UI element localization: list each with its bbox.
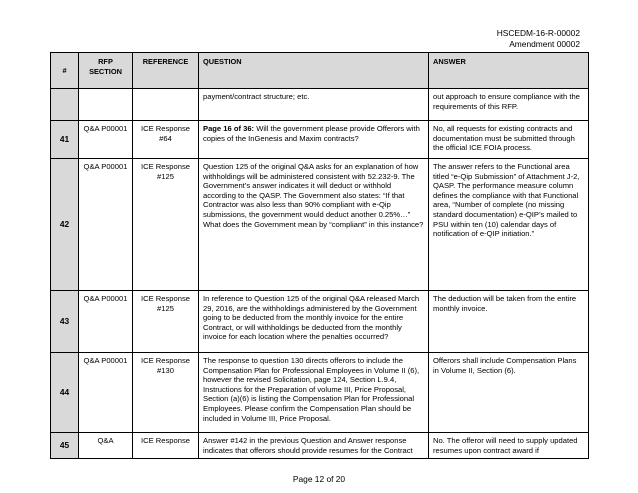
question-cell: The response to question 130 directs offerors to include the Compensation Plan for Professional Employees in Volume II (6), however the revised Solicitation, page 124, Section L.9.4, Instructions for the Preparation of volume III, Price Proposal, Section (a)(6) is listing the Compensation Plan for Professional Employees. Please confirm the Compensation Plan should be included in Volume III, Price Proposal. [199, 353, 429, 433]
answer-cell: No, all requests for existing contracts and documentation must be submitted through the official ICE FOIA process. [429, 121, 589, 159]
column-header-rfp-section: RFP SECTION [79, 53, 133, 89]
document-id: HSCEDM-16-R-00002 [496, 28, 580, 38]
row-number: 44 [51, 353, 79, 433]
question-page-ref: Page 16 of 36: [203, 124, 255, 133]
question-cell: payment/contract structure; etc. [199, 89, 429, 121]
rfp-section-cell: Q&A P00001 [79, 121, 133, 159]
column-header-question: QUESTION [199, 53, 429, 89]
document-header [497, 28, 580, 50]
row-number: 41 [51, 121, 79, 159]
table-row [51, 291, 589, 353]
row-number [51, 89, 79, 121]
reference-cell: ICE Response #64 [133, 121, 199, 159]
table-row [51, 159, 589, 291]
reference-cell: ICE Response #130 [133, 353, 199, 433]
question-cell: Answer #142 in the previous Question and Answer response indicates that offerors should provide resumes for the Contract [199, 433, 429, 459]
answer-cell: out approach to ensure compliance with the requirements of this RFP. [429, 89, 589, 121]
table-row [51, 353, 589, 433]
reference-cell [133, 89, 199, 121]
answer-cell: Offerors shall include Compensation Plans in Volume II, Section (6). [429, 353, 589, 433]
rfp-section-cell: Q&A P00001 [79, 159, 133, 291]
table-row [51, 89, 589, 121]
question-cell: Question 125 of the original Q&A asks for an explanation of how withholdings will be administered consistent with 52.232-9. The Government’s answer indicates it will deduct or withhold according to the QASP. The Government also states: “If that Contractor was also less than 90% compliant with e-Qip submissions, the government would deduct another 0.25%…” What does the Government mean by “compliant” in this instance? [199, 159, 429, 291]
rfp-section-cell: Q&A P00001 [79, 353, 133, 433]
question-cell [199, 121, 429, 159]
answer-cell: The answer refers to the Functional area titled “e-Qip Submission” of Attachment J-2, QASP. The performance measure column defines the compliance with that Functional area, “Number of complete (no missing standard documentation) e-QIP’s mailed to PSU within ten (10) calendar days of notification of e-QIP initiation.” [429, 159, 589, 291]
reference-cell: ICE Response #125 [133, 291, 199, 353]
column-header-answer: ANSWER [429, 53, 589, 89]
rfp-section-cell: Q&A P00001 [79, 291, 133, 353]
table-row [51, 433, 589, 459]
rfp-section-cell [79, 89, 133, 121]
row-number: 42 [51, 159, 79, 291]
answer-cell: The deduction will be taken from the entire monthly invoice. [429, 291, 589, 353]
column-header-number: # [51, 53, 79, 89]
reference-cell: ICE Response #125 [133, 159, 199, 291]
qa-table [50, 52, 589, 459]
page-number: Page 12 of 20 [292, 474, 346, 484]
question-cell: In reference to Question 125 of the original Q&A released March 29, 2016, are the withholdings administered by the Government going to be deducted from the monthly invoice for the entire Contract, or will withholdings be deducted from the monthly invoice for each location where the penalties occurred? [199, 291, 429, 353]
row-number: 43 [51, 291, 79, 353]
answer-cell: No. The offeror will need to supply updated resumes upon contract award if [429, 433, 589, 459]
reference-cell: ICE Response [133, 433, 199, 459]
rfp-section-cell: Q&A [79, 433, 133, 459]
question-text: Will the government please provide Offerors with copies of the InGenesis and Maxim contracts? [203, 124, 420, 143]
table-header-row [51, 53, 589, 89]
row-number: 45 [51, 433, 79, 459]
amendment-number: Amendment 00002 [509, 39, 580, 49]
column-header-reference: REFERENCE [133, 53, 199, 89]
table-row [51, 121, 589, 159]
